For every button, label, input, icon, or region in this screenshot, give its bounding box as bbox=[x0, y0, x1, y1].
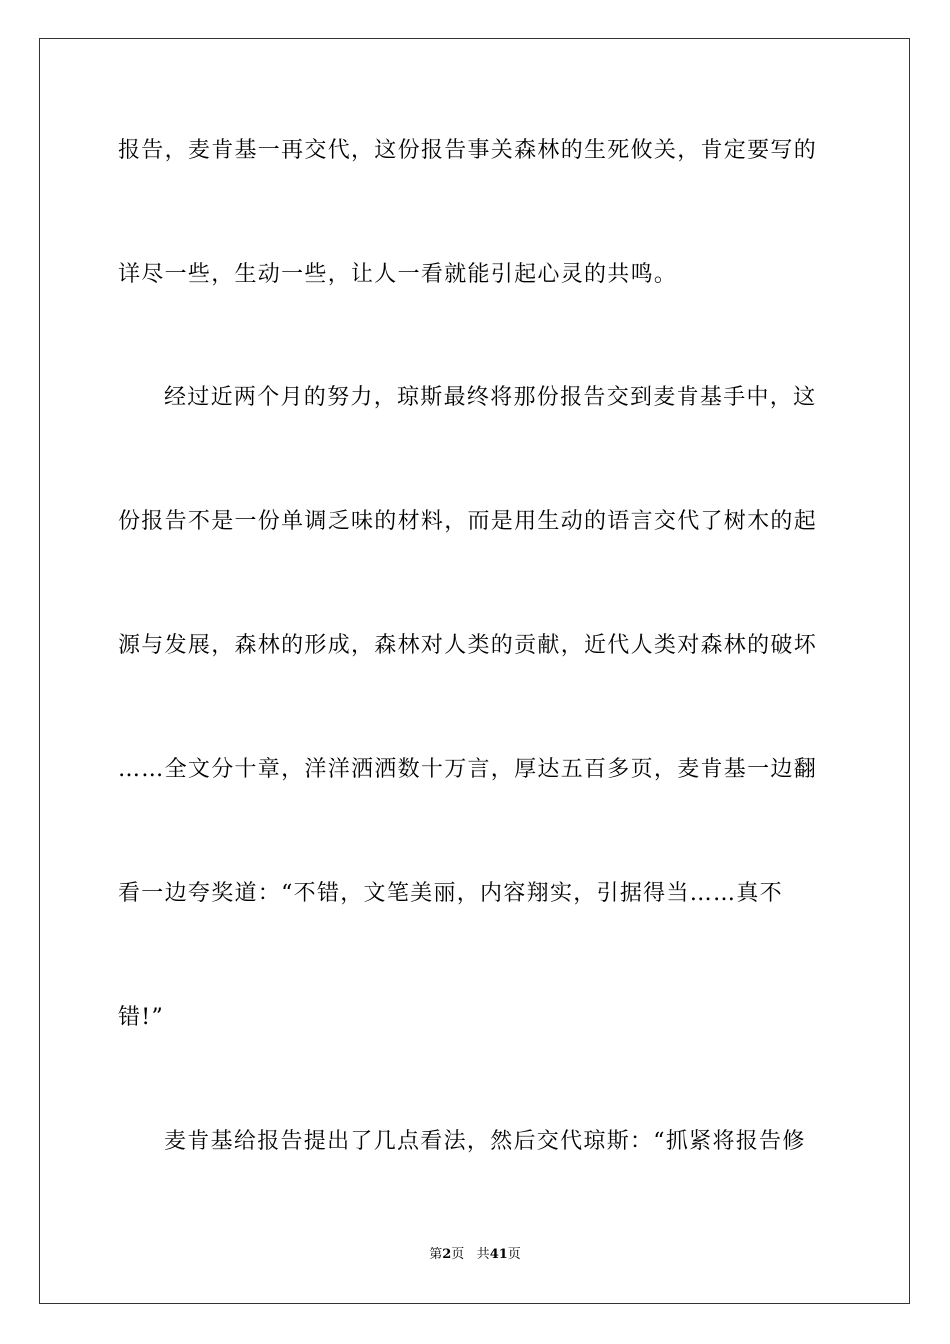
page-footer bbox=[0, 1247, 950, 1263]
text-line-9-paragraph-start: 麦肯基给报告提出了几点看法，然后交代琼斯：“抓紧将报告修 bbox=[164, 1129, 806, 1154]
footer-total-suffix: 页 bbox=[507, 1247, 521, 1262]
footer-total-prefix: 共 bbox=[476, 1247, 490, 1262]
page-border bbox=[39, 38, 910, 1304]
text-line-5: 源与发展，森林的形成，森林对人类的贡献，近代人类对森林的破坏 bbox=[118, 633, 818, 658]
text-line-3-paragraph-start: 经过近两个月的努力，琼斯最终将那份报告交到麦肯基手中，这 bbox=[164, 385, 817, 410]
footer-page-prefix: 第 bbox=[429, 1247, 443, 1262]
text-line-8: 错!” bbox=[118, 1005, 164, 1030]
text-line-6: ……全文分十章，洋洋洒洒数十万言，厚达五百多页，麦肯基一边翻 bbox=[118, 757, 818, 782]
text-line-4: 份报告不是一份单调乏味的材料，而是用生动的语言交代了树木的起 bbox=[118, 509, 818, 534]
text-line-1: 报告，麦肯基一再交代，这份报告事关森林的生死攸关，肯定要写的 bbox=[118, 138, 818, 163]
footer-total-pages: 41 bbox=[489, 1247, 508, 1262]
text-line-7: 看一边夸奖道：“不错，文笔美丽，内容翔实，引据得当……真不 bbox=[118, 881, 783, 906]
text-line-2: 详尽一些，生动一些，让人一看就能引起心灵的共鸣。 bbox=[118, 262, 678, 287]
footer-page-suffix: 页 bbox=[451, 1247, 465, 1262]
footer-page-number: 2 bbox=[442, 1247, 452, 1262]
